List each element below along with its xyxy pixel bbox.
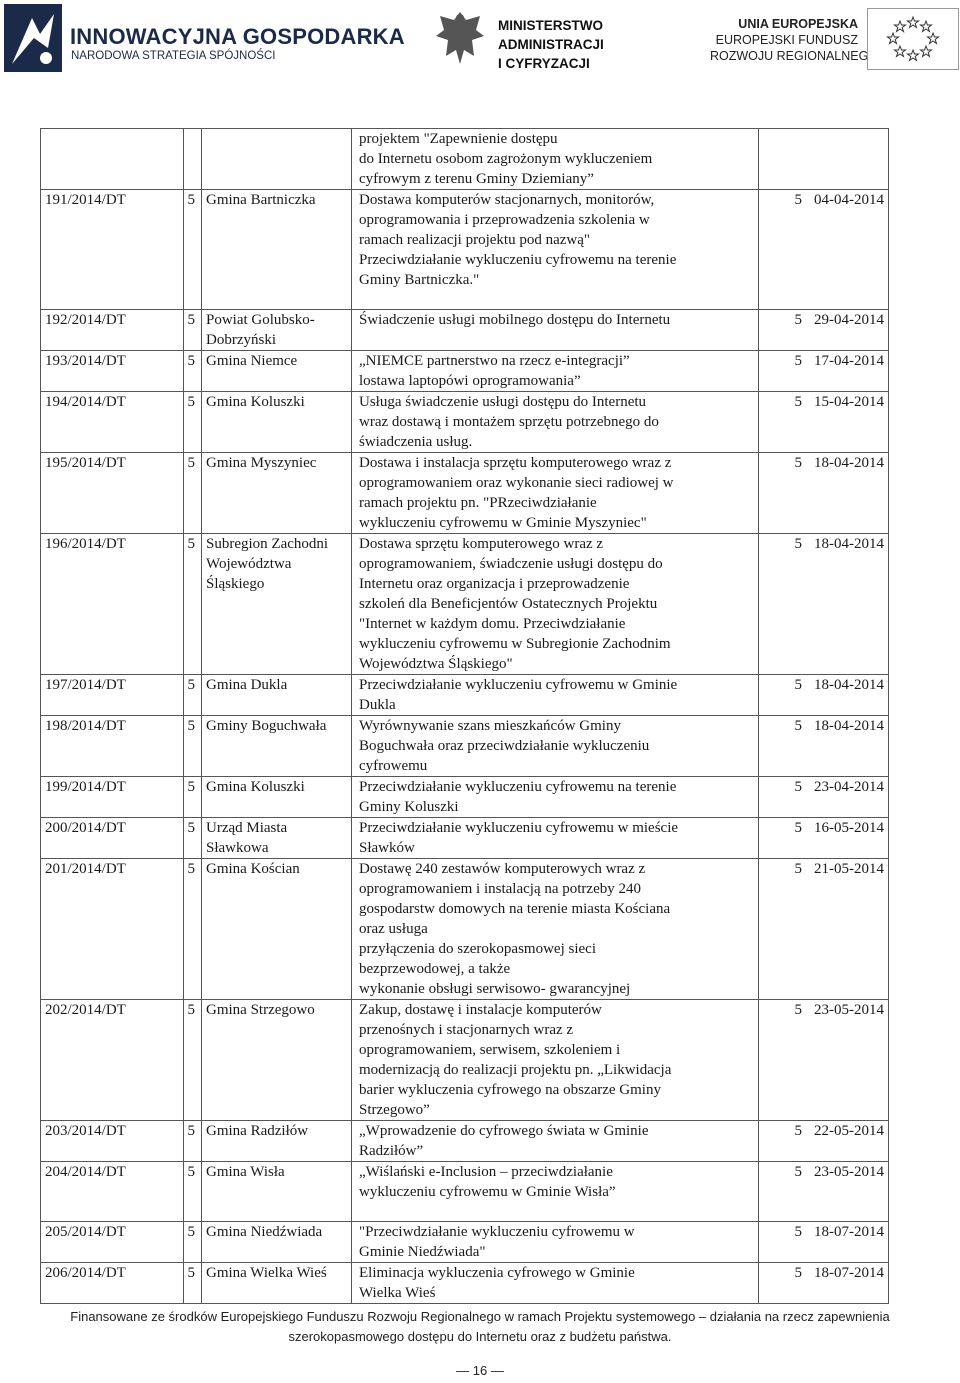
- contract-number: 198/2014/DT: [41, 716, 184, 777]
- contract-number: 202/2014/DT: [41, 1000, 184, 1121]
- date-count: 5: [794, 1224, 802, 1240]
- beneficiary-name: Gmina Myszyniec: [202, 453, 352, 534]
- contract-number: 191/2014/DT: [41, 190, 184, 310]
- eu-logo: [710, 6, 960, 72]
- eu-line-2: EUROPEJSKI FUNDUSZ: [715, 33, 858, 47]
- eu-name: [710, 16, 879, 64]
- beneficiary-name: Gmina Koluszki: [202, 392, 352, 453]
- date-count: 5: [794, 1164, 802, 1180]
- contract-date: 18-04-2014: [814, 677, 884, 693]
- date-count: 5: [794, 861, 802, 877]
- project-description: [352, 1162, 759, 1222]
- project-description: [352, 818, 759, 859]
- date-count: 5: [794, 1265, 802, 1281]
- beneficiary-name: Gmina Wisła: [202, 1162, 352, 1222]
- ministry-name: [498, 16, 604, 73]
- description-line: Dostawa komputerów stacjonarnych, monitorów,: [359, 192, 655, 208]
- contract-number: 203/2014/DT: [41, 1121, 184, 1162]
- date-count: 5: [794, 677, 802, 693]
- description-line: Eliminacja wykluczenia cyfrowego w Gminie: [359, 1265, 635, 1281]
- description-line: barier wykluczenia cyfrowego na obszarze Gminy: [359, 1082, 661, 1098]
- table-row: [41, 1222, 889, 1263]
- description-line: oprogramowaniem, świadczenie usługi dostępu do: [359, 556, 663, 572]
- footer-line-2: szerokopasmowego dostępu do Internetu oraz z budżetu państwa.: [288, 1329, 672, 1344]
- table-row: [41, 190, 889, 310]
- description-line: Gminy Bartniczka.": [359, 272, 480, 288]
- eu-flag-icon: [867, 8, 959, 70]
- contracts-table: [40, 128, 889, 1304]
- description-line: Województwa Śląskiego": [359, 656, 513, 672]
- date-count: 5: [794, 312, 802, 328]
- contract-number: 201/2014/DT: [41, 859, 184, 1000]
- contract-number: 195/2014/DT: [41, 453, 184, 534]
- description-line: ramach projektu pn. "PRzeciwdziałanie: [359, 495, 597, 511]
- contract-date-cell: [759, 818, 889, 859]
- contract-date-cell: [759, 129, 889, 190]
- description-line: Przeciwdziałanie wykluczeniu cyfrowemu w mieście: [359, 820, 679, 836]
- table-body: [41, 129, 889, 1304]
- description-line: gospodarstw domowych na terenie miasta Kościana: [359, 901, 671, 917]
- date-count: 5: [794, 536, 802, 552]
- description-line: Zakup, dostawę i instalacje komputerów: [359, 1002, 602, 1018]
- beneficiary-name: Gmina Dukla: [202, 675, 352, 716]
- entry-count: 5: [184, 716, 202, 777]
- description-line: Przeciwdziałanie wykluczeniu cyfrowemu na terenie: [359, 252, 677, 268]
- date-count: 5: [794, 820, 802, 836]
- description-line: projektem "Zapewnienie dostępu: [359, 131, 558, 147]
- contract-date-cell: [759, 859, 889, 1000]
- contract-date: 04-04-2014: [814, 192, 884, 208]
- table-row: [41, 310, 889, 351]
- date-count: 5: [794, 353, 802, 369]
- table-row: [41, 675, 889, 716]
- description-line: „Wiślański e-Inclusion – przeciwdziałanie: [359, 1164, 613, 1180]
- contract-date-cell: [759, 534, 889, 675]
- project-description: [352, 453, 759, 534]
- date-count: 5: [794, 779, 802, 795]
- contract-number: 196/2014/DT: [41, 534, 184, 675]
- contract-date-cell: [759, 716, 889, 777]
- contract-date: 23-04-2014: [814, 779, 884, 795]
- description-line: Wielka Wieś: [359, 1285, 436, 1301]
- entry-count: 5: [184, 190, 202, 310]
- beneficiary-name: Gmina Niedźwiada: [202, 1222, 352, 1263]
- description-line: cyfrowemu: [359, 758, 428, 774]
- table-row: [41, 453, 889, 534]
- date-count: 5: [794, 394, 802, 410]
- table-row: [41, 777, 889, 818]
- project-description: [352, 129, 759, 190]
- description-line: lostawa laptopówi oprogramowania”: [359, 373, 581, 389]
- contract-date: 22-05-2014: [814, 1123, 884, 1139]
- entry-count: 5: [184, 1000, 202, 1121]
- contract-number: [41, 129, 184, 190]
- beneficiary-name: Subregion Zachodni Województwa Śląskiego: [202, 534, 352, 675]
- footer-line-1: Finansowane ze środków Europejskiego Funduszu Rozwoju Regionalnego w ramach Projektu systemowego – działania na rzecz zapewnienia: [70, 1309, 890, 1324]
- contract-date-cell: [759, 1000, 889, 1121]
- beneficiary-name: Gmina Wielka Wieś: [202, 1263, 352, 1304]
- contract-number: 192/2014/DT: [41, 310, 184, 351]
- page-number: — 16 —: [456, 1363, 504, 1378]
- logo-title: INNOWACYJNA GOSPODARKA: [70, 24, 405, 49]
- table-row: [41, 129, 889, 190]
- description-line: oprogramowaniem i instalacją na potrzeby 240: [359, 881, 641, 897]
- description-line: Dostawę 240 zestawów komputerowych wraz z: [359, 861, 646, 877]
- description-line: modernizacją do realizacji projektu pn. „Likwidacja: [359, 1062, 672, 1078]
- description-line: świadczenia usług.: [359, 434, 473, 450]
- entry-count: 5: [184, 534, 202, 675]
- entry-count: 5: [184, 1162, 202, 1222]
- entry-count: 5: [184, 351, 202, 392]
- project-description: [352, 675, 759, 716]
- contract-date-cell: [759, 392, 889, 453]
- contract-number: 194/2014/DT: [41, 392, 184, 453]
- description-line: oprogramowaniem, serwisem, szkoleniem i: [359, 1042, 621, 1058]
- project-description: [352, 392, 759, 453]
- description-line: wykonanie obsługi serwisowo- gwarancyjnej: [359, 981, 631, 997]
- date-count: 5: [794, 455, 802, 471]
- contract-date-cell: [759, 351, 889, 392]
- entry-count: 5: [184, 859, 202, 1000]
- description-line: Przeciwdziałanie wykluczeniu cyfrowemu na terenie: [359, 779, 677, 795]
- entry-count: 5: [184, 310, 202, 351]
- ministry-line-1: MINISTERSTWO: [498, 18, 603, 33]
- eu-line-3: ROZWOJU REGIONALNEGO: [710, 49, 879, 63]
- contract-date: 29-04-2014: [814, 312, 884, 328]
- contracts-table-wrap: [40, 128, 890, 1304]
- project-description: [352, 1000, 759, 1121]
- description-line: ramach realizacji projektu pod nazwą": [359, 232, 591, 248]
- contract-date: 23-05-2014: [814, 1164, 884, 1180]
- contract-number: 206/2014/DT: [41, 1263, 184, 1304]
- description-line: wraz dostawą i montażem sprzętu potrzebnego do: [359, 414, 659, 430]
- contract-date-cell: [759, 1263, 889, 1304]
- entry-count: 5: [184, 392, 202, 453]
- contract-date-cell: [759, 190, 889, 310]
- description-line: oprogramowaniem oraz wykonanie sieci radiowej w: [359, 475, 674, 491]
- contract-number: 193/2014/DT: [41, 351, 184, 392]
- table-row: [41, 1000, 889, 1121]
- description-line: Strzegowo”: [359, 1102, 430, 1118]
- description-line: przyłączenia do szerokopasmowej sieci: [359, 941, 596, 957]
- contract-date-cell: [759, 777, 889, 818]
- ministry-line-2: ADMINISTRACJI: [498, 37, 604, 52]
- description-line: wykluczeniu cyfrowemu w Gminie Myszyniec": [359, 515, 647, 531]
- entry-count: 5: [184, 1263, 202, 1304]
- date-count: 5: [794, 718, 802, 734]
- contract-date-cell: [759, 1121, 889, 1162]
- project-description: [352, 777, 759, 818]
- beneficiary-name: Powiat Golubsko-Dobrzyński: [202, 310, 352, 351]
- project-description: [352, 190, 759, 310]
- table-row: [41, 859, 889, 1000]
- polish-eagle-icon: [432, 6, 488, 70]
- date-count: 5: [794, 1123, 802, 1139]
- contract-date: 18-04-2014: [814, 455, 884, 471]
- beneficiary-name: Gmina Radziłów: [202, 1121, 352, 1162]
- entry-count: 5: [184, 675, 202, 716]
- beneficiary-name: Gmina Koluszki: [202, 777, 352, 818]
- contract-date: 18-07-2014: [814, 1224, 884, 1240]
- description-line: „Wprowadzenie do cyfrowego świata w Gminie: [359, 1123, 649, 1139]
- description-line: Dostawa sprzętu komputerowego wraz z: [359, 536, 604, 552]
- description-line: szkoleń dla Beneficjentów Ostatecznych Projektu: [359, 596, 658, 612]
- contract-date: 18-04-2014: [814, 536, 884, 552]
- logo-subtitle: NARODOWA STRATEGIA SPÓJNOŚCI: [71, 50, 276, 62]
- entry-count: [184, 129, 202, 190]
- eu-line-1: UNIA EUROPEJSKA: [738, 17, 858, 31]
- table-row: [41, 1263, 889, 1304]
- beneficiary-name: [202, 129, 352, 190]
- contract-number: 205/2014/DT: [41, 1222, 184, 1263]
- contract-date: 21-05-2014: [814, 861, 884, 877]
- description-line: przenośnych i stacjonarnych wraz z: [359, 1022, 574, 1038]
- table-row: [41, 351, 889, 392]
- contract-date-cell: [759, 675, 889, 716]
- table-row: [41, 1162, 889, 1222]
- description-line: Świadczenie usługi mobilnego dostępu do Internetu: [359, 312, 671, 328]
- description-line: oraz usługa: [359, 921, 428, 937]
- contract-date: 16-05-2014: [814, 820, 884, 836]
- description-line: wykluczeniu cyfrowemu w Subregionie Zachodnim: [359, 636, 671, 652]
- entry-count: 5: [184, 1222, 202, 1263]
- contract-date-cell: [759, 1162, 889, 1222]
- description-line: Usługa świadczenie usługi dostępu do Internetu: [359, 394, 647, 410]
- entry-count: 5: [184, 453, 202, 534]
- table-row: [41, 716, 889, 777]
- contract-date: 17-04-2014: [814, 353, 884, 369]
- description-line: Gminie Niedźwiada": [359, 1244, 486, 1260]
- innowacyjna-gospodarka-logo: [4, 4, 405, 74]
- project-description: [352, 859, 759, 1000]
- description-line: Boguchwała oraz przeciwdziałanie wykluczeniu: [359, 738, 650, 754]
- description-line: Dukla: [359, 697, 396, 713]
- innovation-logo-icon: [4, 4, 62, 72]
- description-line: wykluczeniu cyfrowemu w Gminie Wisła”: [359, 1184, 616, 1200]
- project-description: [352, 351, 759, 392]
- project-description: [352, 716, 759, 777]
- project-description: [352, 310, 759, 351]
- description-line: Sławków: [359, 840, 415, 856]
- description-line: bezprzewodowej, a także: [359, 961, 511, 977]
- entry-count: 5: [184, 818, 202, 859]
- project-description: [352, 1121, 759, 1162]
- page-header: [0, 0, 960, 80]
- description-line: Wyrównywanie szans mieszkańców Gminy: [359, 718, 621, 734]
- beneficiary-name: Gmina Niemce: [202, 351, 352, 392]
- date-count: 5: [794, 192, 802, 208]
- contract-date-cell: [759, 310, 889, 351]
- contract-date: 18-04-2014: [814, 718, 884, 734]
- contract-number: 200/2014/DT: [41, 818, 184, 859]
- description-line: "Przeciwdziałanie wykluczeniu cyfrowemu w: [359, 1224, 635, 1240]
- contract-date: 18-07-2014: [814, 1265, 884, 1281]
- description-line: Przeciwdziałanie wykluczeniu cyfrowemu w Gminie: [359, 677, 678, 693]
- page-footer: [0, 1307, 960, 1347]
- description-line: oprogramowania i przeprowadzenia szkolenia w: [359, 212, 650, 228]
- beneficiary-name: Gmina Kościan: [202, 859, 352, 1000]
- beneficiary-name: Gmina Strzegowo: [202, 1000, 352, 1121]
- table-row: [41, 1121, 889, 1162]
- contract-number: 204/2014/DT: [41, 1162, 184, 1222]
- description-line: cyfrowym z terenu Gminy Dziemiany”: [359, 171, 594, 187]
- description-line: Radziłów”: [359, 1143, 424, 1159]
- beneficiary-name: Urząd Miasta Sławkowa: [202, 818, 352, 859]
- description-line: Dostawa i instalacja sprzętu komputerowego wraz z: [359, 455, 672, 471]
- table-row: [41, 392, 889, 453]
- ministry-line-3: I CYFRYZACJI: [498, 56, 590, 71]
- description-line: Internetu oraz organizacja i przeprowadzenie: [359, 576, 630, 592]
- contract-date-cell: [759, 1222, 889, 1263]
- project-description: [352, 534, 759, 675]
- date-count: 5: [794, 1002, 802, 1018]
- contract-date: 23-05-2014: [814, 1002, 884, 1018]
- project-description: [352, 1263, 759, 1304]
- ministry-logo: [432, 6, 612, 72]
- description-line: do Internetu osobom zagrożonym wykluczeniem: [359, 151, 653, 167]
- entry-count: 5: [184, 777, 202, 818]
- project-description: [352, 1222, 759, 1263]
- table-row: [41, 534, 889, 675]
- table-row: [41, 818, 889, 859]
- description-line: „NIEMCE partnerstwo na rzecz e-integracji”: [359, 353, 630, 369]
- contract-date: 15-04-2014: [814, 394, 884, 410]
- beneficiary-name: Gmina Bartniczka: [202, 190, 352, 310]
- contract-number: 199/2014/DT: [41, 777, 184, 818]
- beneficiary-name: Gminy Boguchwała: [202, 716, 352, 777]
- contract-number: 197/2014/DT: [41, 675, 184, 716]
- description-line: "Internet w każdym domu. Przeciwdziałanie: [359, 616, 626, 632]
- description-line: Gminy Koluszki: [359, 799, 459, 815]
- contract-date-cell: [759, 453, 889, 534]
- entry-count: 5: [184, 1121, 202, 1162]
